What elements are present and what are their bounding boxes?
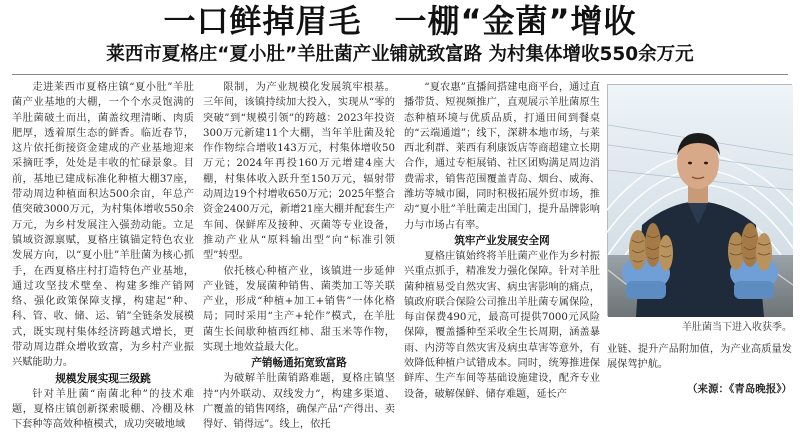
news-photo: [607, 84, 792, 316]
section-heading: 产销畅通拓宽致富路: [251, 357, 347, 370]
article-column-4: [607, 342, 792, 376]
paragraph: 走进莱西市夏格庄镇“夏小肚”羊肚菌产业基地的大棚，一个个水灵饱满的羊肚菌破土而出，菌盖纹理清晰、肉质肥厚，透着原生态的鲜香。临近春节，这片依托街接资金建成的产业基地迎来采摘旺季，处处是丰收的忙碌景象。目前，基地已建成标准化种植大棚37座，带动周边种植面积达500余亩，年总产值突破3000万元，为村集体增收550余万元，为乡村发展注入强劲动能。立足镇域资源禀赋，夏格庄镇锚定特色农业发展方向，以“夏小肚”羊肚菌为核心抓手，在西夏格庄村打造特色产业基地，通过攻坚技术壁垒、构建多维产销网络、强化政策保障支撑，构建起“种、科、管、收、储、运、销”全链条发展模式，既实现村集体经济跨越式增长，更带动周边群众增收致富，为乡村产业振兴赋能助力。: [12, 82, 194, 369]
paragraph: 业链、提升产品附加值，为产业高质量发展保驾护航。: [607, 344, 792, 371]
source-credit: （来源：《青岛晚报》）: [687, 383, 792, 395]
subheadline: 莱西市夏格庄“夏小肚”羊肚菌产业铺就致富路 为村集体增收550余万元: [106, 44, 694, 65]
article-column-2: [203, 80, 395, 431]
section-heading: 规模发展实现三级跳: [55, 372, 151, 385]
paragraph: 为破解羊肚菌销路难题，夏格庄镇坚持“内外联动、双线发力”，构建多渠道、广覆盖的销售网络，确保产品“产得出、卖得好、销得远”。线上，依托: [203, 373, 395, 431]
photo-caption: 羊肚菌当下进入收获季。: [682, 322, 792, 333]
headline: 一口鲜掉眉毛 一棚“金菌”增收: [163, 2, 637, 40]
paragraph: 针对羊肚菌“南菌北种”的技术难题，夏格庄镇创新探索暖棚、冷棚及林下套种等高效种植模式，成功突破地域: [12, 388, 194, 431]
paragraph: 依托核心种植产业，该镇进一步延伸产业链，发展菌种销售、菌类加工等关联产业，形成“种植+加工+销售”一体化格局；同时采用“主产+轮作”模式，在羊肚菌生长间歇种植西红柿、甜玉米等作物，实现土地效益最大化。: [203, 265, 395, 354]
section-heading: 筑牢产业发展安全网: [454, 234, 550, 247]
paragraph: 限制，为产业规模化发展筑牢根基。三年间，该镇持续加大投入，实现从“零的突破”到“规模引领”的跨越：2023年投资300万元新建11个大棚，当年羊肚菌及轮作作物综合增收143万元，村集体增收50万元；2024年再投160万元增建4座大棚，村集体收入跃升至150万元，辐射带动周边19个村增收650万元；2025年整合资金2400万元，新增21座大棚并配套生产车间、保鲜库及接种、灭菌等专业设备，推动产业从“原料输出型”向“标准引领型”转型。: [203, 82, 395, 262]
farmer-holding-morels-illustration: [608, 85, 793, 317]
paragraph: 夏格庄镇始终将羊肚菌产业作为乡村振兴重点抓手，精准发力强化保障。针对羊肚菌种植易受自然灾害、病虫害影响的痛点，镇政府联合保险公司推出羊肚菌专属保险，每亩保费490元，最高可提供7000元风险保障，覆盖播种至采收全生长周期，涵盖暴雨、内涝等自然灾害及病虫草害等意外，有效降低种植户试错成本。同时，统筹推进保鲜库、生产车间等基础设施建设，配齐专业设备，破解保鲜、储存难题，延长产: [404, 250, 600, 400]
article-column-3: [404, 80, 600, 400]
article-column-1: [12, 80, 194, 431]
paragraph: “夏农惠”直播间搭建电商平台，通过直播带货、短视频推广，直观展示羊肚菌原生态种植环境与优质品质，打通田间到餐桌的“云端通道”；线下，深耕本地市场，与莱西北利群、莱西有利康饭店等商超建立长期合作，通过专柜展销、社区团购满足周边消费需求，销售范围覆盖青岛、烟台、威海、潍坊等城市圈，同时积极拓展外贸市场，推动“夏小肚”羊肚菌走出国门，提升品牌影响力与市场占有率。: [404, 82, 600, 231]
divider: [12, 74, 788, 75]
